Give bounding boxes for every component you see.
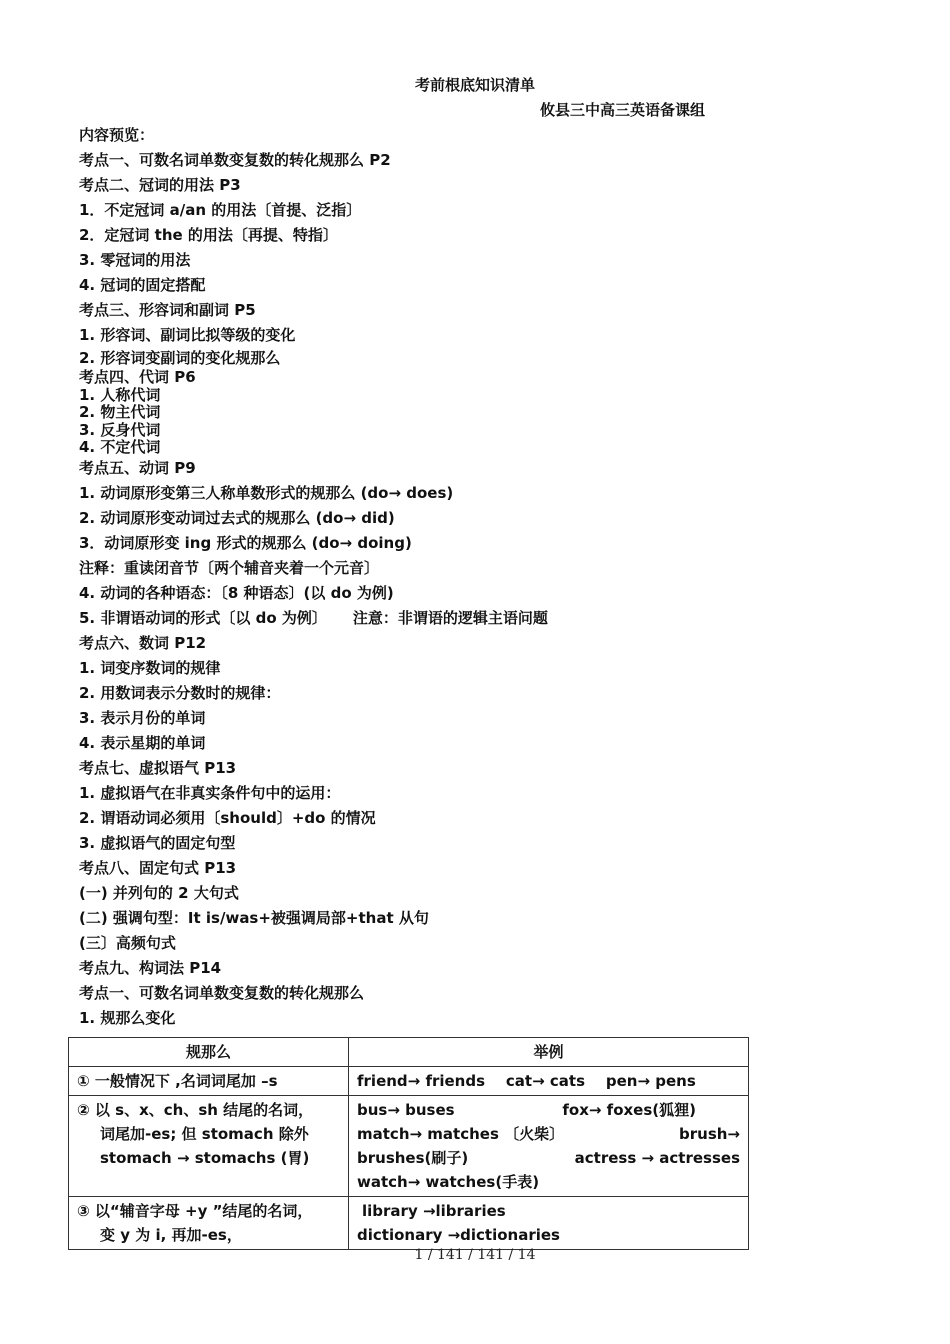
- toc-item: 4. 表示星期的单词: [79, 733, 206, 752]
- example-cell: [349, 1197, 749, 1250]
- rule-text: ③ 以“辅音字母 +y ”结尾的名词，: [77, 1202, 313, 1220]
- toc-item: (二) 强调句型：It is/was+被强调局部+that 从句: [79, 908, 429, 927]
- toc-item: 考点二、冠词的用法 P3: [79, 176, 241, 194]
- example-text: dictionary →dictionaries: [357, 1226, 560, 1244]
- toc-item: 2．定冠词 the 的用法〔再提、特指〕: [79, 226, 338, 244]
- toc-item: 考点三、形容词和副词 P5: [79, 301, 256, 319]
- example-text: watch→ watches(手表): [357, 1173, 540, 1191]
- rule-text: ① 一般情况下 ,名词词尾加 –s: [77, 1072, 278, 1090]
- example-text: brushes(刷子): [357, 1149, 469, 1167]
- toc-item: 4. 不定代词: [79, 438, 161, 456]
- example-text: brush→: [679, 1125, 740, 1143]
- toc-item: 1．不定冠词 a/an 的用法〔首提、泛指〕: [79, 201, 362, 219]
- toc-item: 1. 动词原形变第三人称单数形式的规那么 (do→ does): [79, 483, 454, 502]
- rule-text: 词尾加-es; 但 stomach 除外: [100, 1125, 309, 1143]
- column-header-example: 举例: [349, 1038, 749, 1067]
- toc-note: 注意：非谓语的逻辑主语问题: [352, 608, 548, 627]
- toc-item: 1. 虚拟语气在非真实条件句中的运用：: [79, 783, 341, 802]
- toc-item: 2. 谓语动词必须用〔should〕+do 的情况: [79, 808, 376, 827]
- author-line: 攸县三中高三英语备课组: [540, 101, 706, 119]
- rule-cell: [69, 1067, 349, 1096]
- example-text: friend→ friends cat→ cats pen→ pens: [357, 1072, 696, 1090]
- toc-item: 1. 人称代词: [79, 385, 161, 404]
- toc-item: 3. 表示月份的单词: [79, 708, 206, 727]
- toc-item: 考点六、数词 P12: [79, 633, 207, 652]
- example-line: [357, 1146, 740, 1170]
- example-line: [357, 1223, 740, 1247]
- toc-item-text: 5. 非谓语动词的形式〔以 do 为例〕: [79, 608, 327, 627]
- toc-item: 考点七、虚拟语气 P13: [79, 758, 237, 777]
- toc-item: 注释：重读闭音节〔两个辅音夹着一个元音〕: [79, 558, 380, 577]
- example-text: match→ matches 〔火柴〕: [357, 1125, 565, 1143]
- toc-item: 2. 动词原形变动词过去式的规那么 (do→ did): [79, 508, 395, 527]
- rule-text: 变 y 为 i, 再加-es，: [100, 1226, 242, 1244]
- toc-item: 4. 冠词的固定搭配: [79, 276, 206, 294]
- toc-item: 1. 形容词、副词比拟等级的变化: [79, 326, 296, 344]
- toc-item: 考点八、固定句式 P13: [79, 858, 237, 877]
- toc-item: 考点四、代词 P6: [79, 368, 196, 386]
- toc-item: 3．动词原形变 ing 形式的规那么 (do→ doing): [79, 533, 412, 552]
- toc-heading: 内容预览：: [79, 126, 155, 144]
- page-number: 1 / 141 / 141 / 14: [414, 1247, 536, 1263]
- toc-item: (一) 并列句的 2 大句式: [79, 883, 239, 902]
- toc-item: 3. 反身代词: [79, 420, 161, 439]
- document-title: 考前根底知识清单: [414, 76, 535, 94]
- toc-item: 考点一、可数名词单数变复数的转化规那么 P2: [79, 151, 391, 169]
- example-line: [357, 1122, 740, 1146]
- toc-item: 2. 用数词表示分数时的规律：: [79, 683, 281, 702]
- toc-item: 2. 形容词变副词的变化规那么: [79, 349, 281, 367]
- example-text: fox→ foxes(狐狸): [562, 1101, 696, 1119]
- column-header-rule: 规那么: [69, 1038, 349, 1067]
- toc-item: (三〕高频句式: [79, 933, 176, 952]
- example-line: [357, 1098, 740, 1122]
- example-cell: [349, 1067, 749, 1096]
- content-preview-list: [79, 124, 779, 1032]
- example-text: actress → actresses: [574, 1149, 740, 1167]
- table-header-row: [69, 1038, 749, 1067]
- toc-item: 3. 虚拟语气的固定句型: [79, 833, 236, 852]
- toc-item: 考点九、构词法 P14: [79, 958, 222, 977]
- toc-item: [79, 607, 779, 632]
- table-row: [69, 1096, 749, 1197]
- rule-cell: [69, 1197, 349, 1250]
- toc-item: 3. 零冠词的用法: [79, 251, 191, 269]
- section-heading: 考点一、可数名词单数变复数的转化规那么: [79, 983, 365, 1002]
- toc-item: 4. 动词的各种语态：〔8 种语态〕(以 do 为例): [79, 583, 394, 602]
- example-cell: [349, 1096, 749, 1197]
- rule-cell: [69, 1096, 349, 1197]
- example-text: bus→ buses: [357, 1101, 455, 1119]
- plural-rules-table: [68, 1037, 749, 1250]
- rule-text: stomach → stomachs (胃): [100, 1149, 310, 1167]
- toc-item: 考点五、动词 P9: [79, 458, 196, 477]
- example-line: [357, 1199, 740, 1223]
- example-line: [357, 1170, 740, 1194]
- toc-item: 1. 词变序数词的规律: [79, 658, 221, 677]
- subsection-heading: 1. 规那么变化: [79, 1008, 176, 1027]
- example-text: library →libraries: [362, 1202, 506, 1220]
- table-row: [69, 1197, 749, 1250]
- toc-item: 2. 物主代词: [79, 403, 161, 421]
- rule-text: ② 以 s、x、ch、sh 结尾的名词，: [77, 1101, 314, 1119]
- table-row: [69, 1067, 749, 1096]
